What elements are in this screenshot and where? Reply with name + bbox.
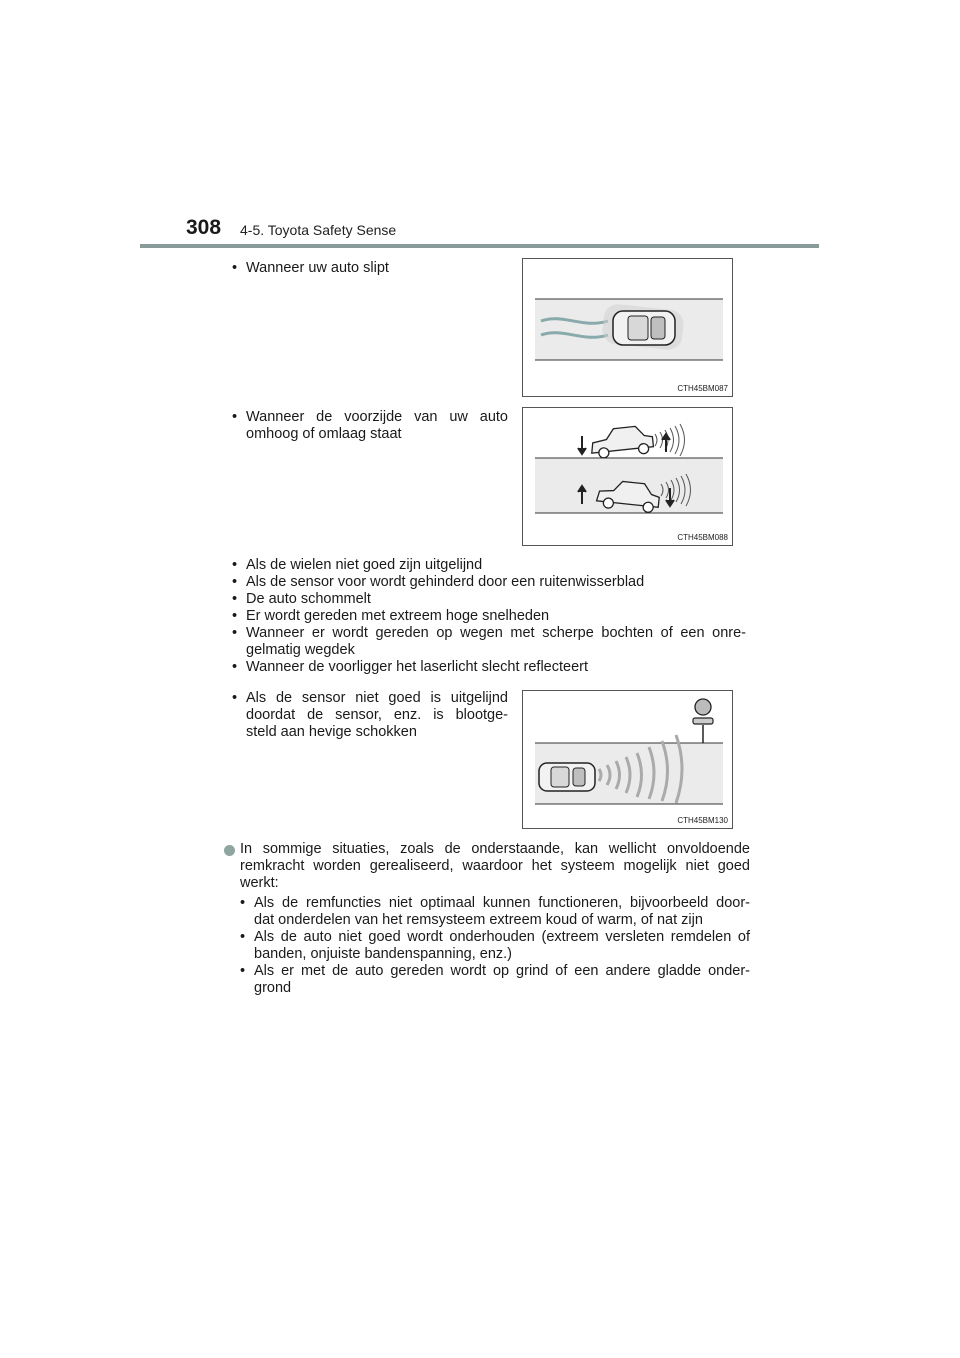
bullet-text: Als de wielen niet goed zijn uitgelijnd	[246, 557, 483, 573]
bullet-text: grond	[254, 980, 292, 996]
bullet-text: doordat de sensor, enz. is blootge-	[246, 707, 508, 723]
bullet-text: Wanneer de voorzijde van uw auto omhoog of omlaag staat	[246, 409, 508, 442]
list-item	[232, 625, 752, 642]
figure-caption: CTH45BM087	[677, 384, 728, 393]
bullet-text: De auto schommelt	[246, 591, 371, 607]
bullet-dot: •	[232, 625, 238, 641]
main-point-paragraph	[240, 841, 750, 892]
paragraph-line: remkracht worden gerealiseerd, waardoor het systeem mogelijk niet goed	[240, 858, 750, 874]
figure-caption: CTH45BM088	[677, 533, 728, 542]
bullet-text: Wanneer de voorligger het laserlicht slecht reflecteert	[246, 659, 588, 675]
bullet-text: Als de sensor voor wordt gehinderd door een ruitenwisserblad	[246, 574, 645, 590]
bottom-bullet-list	[240, 895, 750, 997]
list-item	[240, 895, 750, 912]
bullet-dot: •	[240, 929, 246, 945]
bullet-dot: •	[232, 260, 238, 276]
list-item-continuation	[232, 707, 512, 724]
bullet-dot: •	[232, 608, 238, 624]
bullet-text: Er wordt gereden met extreem hoge snelheden	[246, 608, 550, 624]
list-item	[232, 591, 752, 608]
list-item	[240, 963, 750, 980]
list-item	[232, 690, 512, 707]
bullet-text: Als er met de auto gereden wordt op grind of een andere gladde onder-	[254, 963, 750, 979]
bullet-text: steld aan hevige schokken	[246, 724, 417, 740]
list-item-continuation	[240, 980, 750, 997]
page-number: 308	[186, 216, 222, 239]
bullet-text: Als de sensor niet goed is uitgelijnd	[246, 690, 508, 706]
list-item	[232, 659, 752, 676]
bullet-dot: •	[232, 591, 238, 607]
bullet-text: banden, onjuiste bandenspanning, enz.)	[254, 946, 512, 962]
list-item-continuation	[232, 642, 752, 659]
header-divider	[140, 244, 819, 248]
page-header	[0, 0, 960, 250]
figure-caption: CTH45BM130	[677, 816, 728, 825]
bullet-text: Wanneer uw auto slipt	[246, 260, 389, 276]
middle-bullet-list	[232, 557, 752, 676]
bullet-dot: •	[232, 690, 238, 706]
skidding-car-illustration	[523, 259, 732, 396]
list-item	[232, 608, 752, 625]
paragraph-line: In sommige situaties, zoals de onderstaande, kan wellicht onvoldoende	[240, 841, 750, 857]
section-title: 4-5. Toyota Safety Sense	[240, 222, 397, 238]
bullet-sensor-misaligned	[232, 690, 512, 741]
bullet-text: Als de remfuncties niet optimaal kunnen functioneren, bijvoorbeeld door-	[254, 895, 750, 911]
car-pitch-illustration	[523, 408, 732, 545]
bullet-dot: •	[240, 895, 246, 911]
paragraph-line: werkt:	[240, 875, 279, 891]
list-item-continuation	[240, 946, 750, 963]
list-item	[240, 929, 750, 946]
bullet-text: Wanneer er wordt gereden op wegen met scherpe bochten of een onre-	[246, 625, 746, 641]
list-item	[232, 574, 752, 591]
circle-bullet-icon	[224, 845, 235, 856]
bullet-dot: •	[232, 659, 238, 675]
figure-sensor-misaligned	[522, 690, 733, 829]
figure-skidding-car	[522, 258, 733, 397]
figure-car-pitch	[522, 407, 733, 546]
sensor-misaligned-illustration	[523, 691, 732, 828]
list-item-continuation	[240, 912, 750, 929]
bullet-dot: •	[232, 574, 238, 590]
bullet-text: dat onderdelen van het remsysteem extreem koud of warm, of nat zijn	[254, 912, 703, 928]
bullet-dot: •	[232, 409, 238, 425]
bullet-dot: •	[240, 963, 246, 979]
list-item-continuation	[232, 724, 512, 741]
bullet-text: gelmatig wegdek	[246, 642, 355, 658]
bullet-text: Als de auto niet goed wordt onderhouden (extreem versleten remdelen of	[254, 929, 750, 945]
bullet-dot: •	[232, 557, 238, 573]
list-item	[232, 557, 752, 574]
